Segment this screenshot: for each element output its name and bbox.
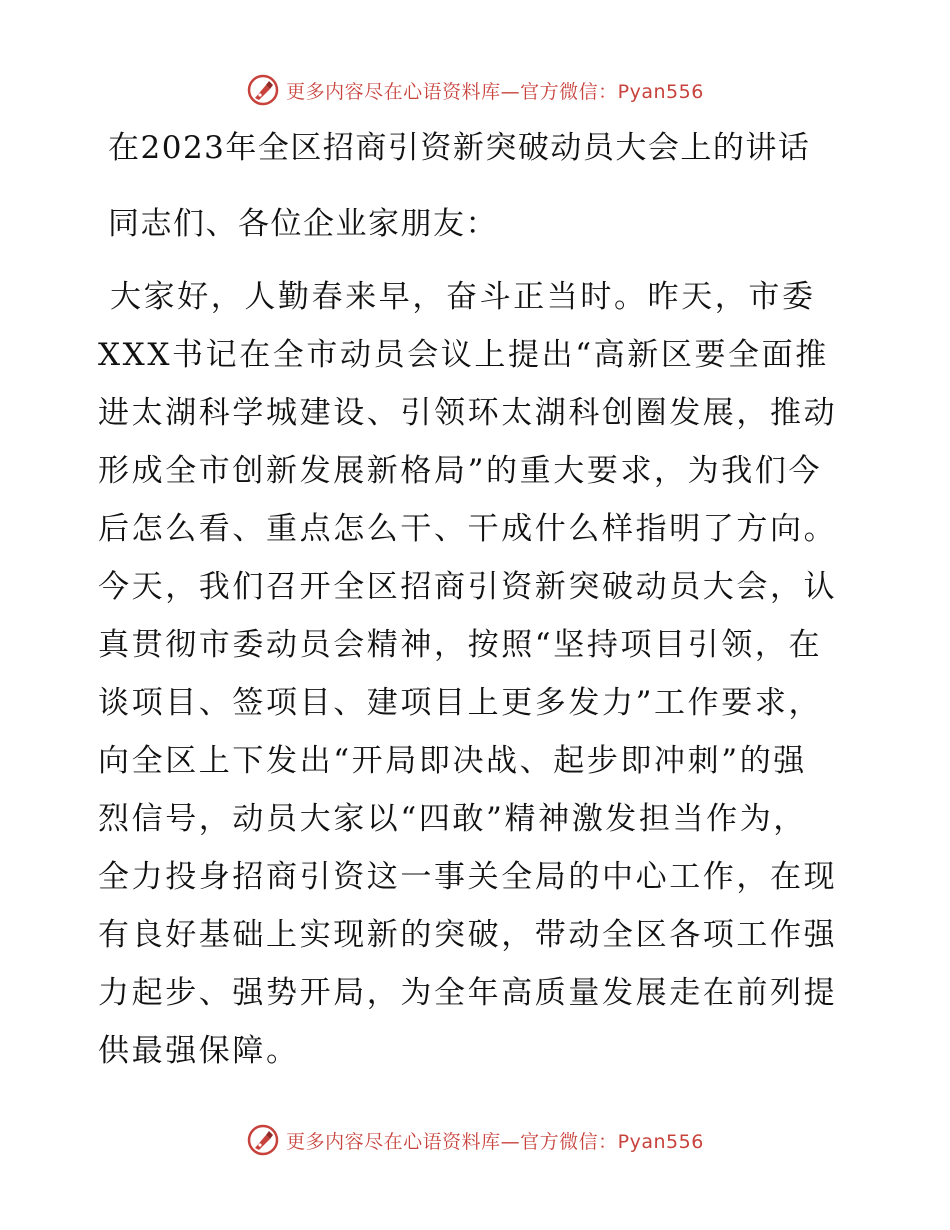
paragraph-line: 供最强保障。 — [98, 1033, 300, 1069]
paragraph-line: 全力投身招商引资这一事关全局的中心工作，在现 — [98, 859, 838, 895]
paragraph-line: 向全区上下发出“开局即决战、起步即冲刺”的强 — [98, 743, 807, 779]
document-title: 在2023年全区招商引资新突破动员大会上的讲话 — [108, 130, 811, 166]
paragraph-line: 今天，我们召开全区招商引资新突破动员大会，认 — [98, 569, 838, 605]
paragraph-line: 形成全市创新发展新格局”的重大要求，为我们今 — [98, 453, 823, 489]
pen-nib-circle-icon — [246, 73, 280, 107]
paragraph-line: 力起步、强势开局，为全年高质量发展走在前列提 — [98, 975, 838, 1011]
paragraph-line: 烈信号，动员大家以“四敢”精神激发担当作为， — [98, 801, 807, 837]
paragraph-line: XXX书记在全市动员会议上提出“高新区要全面推 — [98, 337, 829, 373]
watermark-text: 更多内容尽在心语资料库—官方微信：Pyan556 — [286, 1130, 704, 1153]
greeting: 同志们、各位企业家朋友： — [108, 206, 498, 242]
paragraph-line: 进太湖科学城建设、引领环太湖科创圈发展，推动 — [98, 395, 838, 431]
pen-nib-circle-icon — [246, 1123, 280, 1157]
footer-watermark — [0, 1118, 950, 1162]
paragraph-line: 真贯彻市委动员会精神，按照“坚持项目引领，在 — [98, 627, 823, 663]
header-watermark — [0, 68, 950, 112]
paragraph-line: 大家好，人勤春来早，奋斗正当时。昨天，市委 — [110, 279, 816, 315]
body-paragraph — [98, 268, 858, 1080]
paragraph-line: 有良好基础上实现新的突破，带动全区各项工作强 — [98, 917, 838, 953]
paragraph-line: 谈项目、签项目、建项目上更多发力”工作要求， — [98, 685, 823, 721]
watermark-text: 更多内容尽在心语资料库—官方微信：Pyan556 — [286, 80, 704, 103]
paragraph-line: 后怎么看、重点怎么干、干成什么样指明了方向。 — [98, 511, 838, 547]
